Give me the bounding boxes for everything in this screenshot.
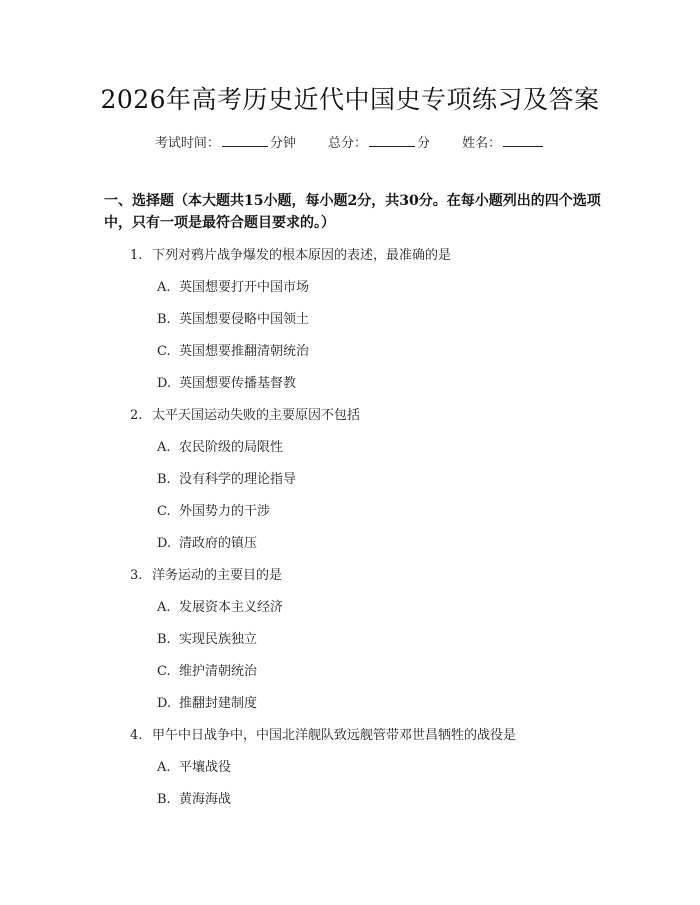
option [157, 276, 309, 295]
option [157, 596, 283, 615]
name-label: 姓名： [462, 136, 502, 151]
option [157, 660, 257, 679]
option-letter: B. [157, 312, 171, 327]
option-text: 实现民族独立 [179, 632, 258, 647]
question-number: 2. [130, 408, 143, 423]
option-letter: B. [157, 792, 171, 807]
section-heading: 一、选择题（本大题共15小题，每小题2分，共30分。在每小题列出的四个选项中，只有一项是最符合题目要求的。） [104, 193, 601, 231]
question [130, 724, 516, 743]
option-letter: A. [157, 600, 171, 615]
question-number: 1. [130, 248, 143, 263]
option-letter: C. [157, 504, 171, 519]
option [157, 308, 309, 327]
option-letter: C. [157, 664, 171, 679]
option [157, 532, 257, 551]
option-letter: D. [157, 696, 172, 711]
score-blank [369, 134, 415, 147]
option [157, 500, 270, 519]
option-letter: D. [157, 536, 172, 551]
option-letter: B. [157, 632, 171, 647]
question-text: 洋务运动的主要目的是 [152, 568, 283, 583]
exam-meta [0, 132, 700, 151]
option [157, 372, 296, 391]
option [157, 436, 283, 455]
option-letter: C. [157, 344, 171, 359]
question [130, 564, 282, 583]
option [157, 788, 231, 807]
option-text: 推翻封建制度 [179, 696, 258, 711]
option-text: 清政府的镇压 [179, 536, 258, 551]
option-letter: A. [157, 760, 171, 775]
question-number: 3. [130, 568, 143, 583]
option-text: 黄海海战 [179, 792, 232, 807]
option-text: 农民阶级的局限性 [179, 440, 284, 455]
option-text: 外国势力的干涉 [179, 504, 271, 519]
question-number: 4. [130, 728, 143, 743]
question [130, 404, 360, 423]
question [130, 244, 451, 263]
option [157, 340, 309, 359]
question-text: 下列对鸦片战争爆发的根本原因的表述，最准确的是 [152, 248, 452, 263]
option-text: 英国想要传播基督教 [179, 376, 297, 391]
score-label: 总分： [327, 136, 367, 151]
option-text: 英国想要推翻清朝统治 [179, 344, 310, 359]
option-letter: D. [157, 376, 172, 391]
score-unit: 分 [417, 136, 431, 151]
question-text: 太平天国运动失败的主要原因不包括 [152, 408, 361, 423]
time-blank [222, 134, 268, 147]
time-unit: 分钟 [269, 136, 296, 151]
option-text: 英国想要打开中国市场 [179, 280, 310, 295]
option-letter: A. [157, 440, 171, 455]
option [157, 756, 231, 775]
option [157, 468, 296, 487]
option [157, 628, 257, 647]
student-name [462, 132, 545, 151]
option-text: 平壤战役 [179, 760, 232, 775]
page-title: 2026年高考历史近代中国史专项练习及答案 [100, 85, 600, 114]
option-text: 没有科学的理论指导 [179, 472, 297, 487]
option-text: 英国想要侵略中国领土 [179, 312, 310, 327]
option [157, 692, 257, 711]
option-text: 维护清朝统治 [179, 664, 258, 679]
exam-time [155, 132, 296, 151]
time-label: 考试时间： [154, 136, 220, 151]
option-text: 发展资本主义经济 [179, 600, 284, 615]
option-letter: A. [157, 280, 171, 295]
option-letter: B. [157, 472, 171, 487]
total-score [328, 132, 430, 151]
name-blank [503, 134, 543, 147]
question-text: 甲午中日战争中，中国北洋舰队致远舰管带邓世昌牺牲的战役是 [152, 728, 517, 743]
